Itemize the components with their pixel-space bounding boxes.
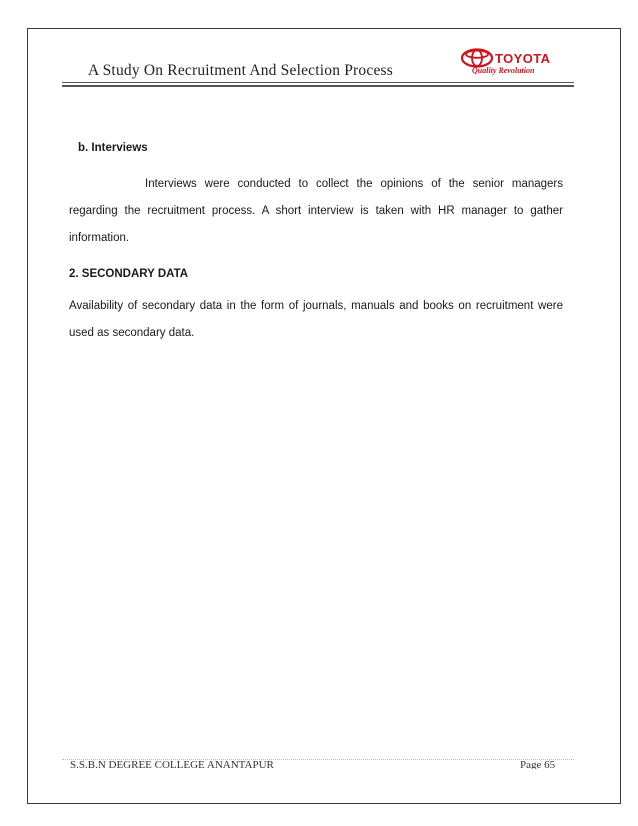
toyota-emblem-icon xyxy=(460,48,494,68)
logo-brand-text: TOYOTA xyxy=(495,51,551,66)
interviews-paragraph: Interviews were conducted to collect the opinions of the senior managers regarding the recruitment process. A short interview is taken with HR manager to gather information. xyxy=(69,178,563,244)
header-divider xyxy=(62,82,574,83)
footer-college-text: S.S.B.N DEGREE COLLEGE ANANTAPUR xyxy=(70,760,274,769)
toyota-logo xyxy=(460,48,572,82)
page-content xyxy=(69,139,563,347)
header-divider-thick xyxy=(62,85,574,87)
footer-page-number xyxy=(520,760,555,769)
secondary-data-paragraph: Availability of secondary data in the form of journals, manuals and books on recruitment were used as secondary data. xyxy=(69,300,563,339)
footer-page-text: Page 65 xyxy=(520,760,556,769)
footer-college-name xyxy=(70,760,274,769)
interviews-subheading: b. Interviews xyxy=(78,142,148,154)
document-header-title: A Study On Recruitment And Selection Process xyxy=(88,62,393,79)
secondary-data-heading: 2. SECONDARY DATA xyxy=(69,268,189,280)
logo-tagline: Quality Revolution xyxy=(472,66,535,75)
